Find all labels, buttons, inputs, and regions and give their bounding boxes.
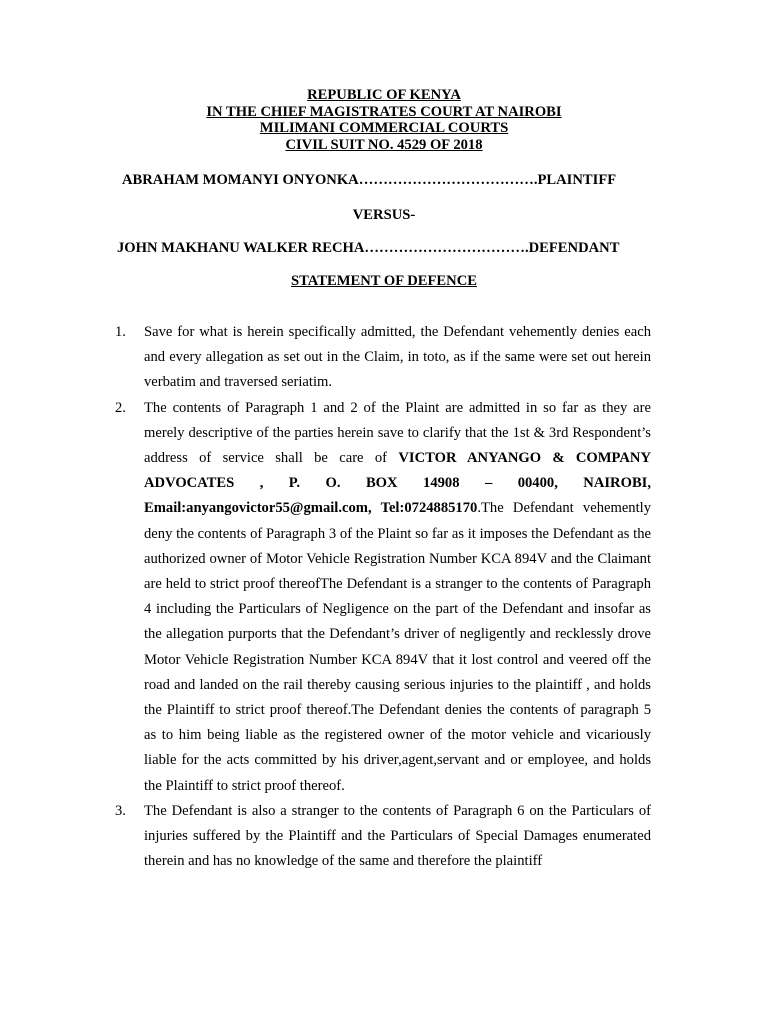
paragraph-text: The contents of Paragraph 1 and 2 of the Plaint are admitted in so far as they are merely descriptive of the parties herein save to clarify that the 1st & 3rd Respondent’s address of service shall be care of	[144, 399, 651, 467]
paragraph-3	[115, 799, 651, 875]
header-suit-number: CIVIL SUIT NO. 4529 OF 2018	[285, 136, 483, 153]
header-country: REPUBLIC OF KENYA	[307, 87, 461, 103]
court-header	[0, 87, 768, 153]
paragraph-number: 2.	[115, 399, 126, 416]
paragraph-text-continued: .The Defendant vehemently deny the contents of Paragraph 3 of the Plaint so far as it imposes the Defendant as the authorized owner of Motor Vehicle Registration Number KCA 894V and the Claimant are held to strict proof thereofThe Defendant is a stranger to the contents of Paragraph 4 including the Particulars of Negligence on the part of the Defendant and insofar as the allegation purports that the Defendant’s driver of negligently and recklessly drove Motor Vehicle Registration Number KCA 894V that it lost control and veered off the road and landed on the rail thereby causing serious injuries to the plaintiff , and holds the Plaintiff to strict proof thereof.The Defendant denies the contents of paragraph 5 as to him being liable as the registered owner of the motor vehicle and vicariously liable for the acts committed by his driver,agent,servant and or employee, and holds the Plaintiff to strict proof thereof.	[144, 500, 651, 794]
paragraph-1	[115, 320, 651, 396]
versus-line: VERSUS-	[352, 207, 416, 223]
advocates-address: VICTOR ANYANGO & COMPANY ADVOCATES , P. O. BOX 14908 – 00400, NAIROBI, Email:anyangovictor55@gmail.com, Tel:0724885170	[144, 450, 651, 517]
header-division: MILIMANI COMMERCIAL COURTS	[259, 120, 509, 136]
paragraph-number: 1.	[115, 324, 126, 340]
defendant-line: JOHN MAKHANU WALKER RECHA…………………………….DEFENDANT	[117, 240, 620, 256]
defence-paragraphs	[115, 320, 651, 874]
paragraph-number: 3.	[115, 802, 126, 819]
paragraph-text: Save for what is herein specifically admitted, the Defendant vehemently denies each and every allegation as set out in the Claim, in toto, as if the same were set out herein verbatim and traversed seriatim.	[144, 324, 651, 391]
document-title: STATEMENT OF DEFENCE	[291, 273, 477, 289]
paragraph-text: The Defendant is also a stranger to the contents of Paragraph 6 on the Particulars of injuries suffered by the Plaintiff and the Particulars of Special Damages enumerated therein and has no knowledge of the same and therefore the plaintiff	[144, 802, 651, 870]
header-court: IN THE CHIEF MAGISTRATES COURT AT NAIROBI	[206, 103, 562, 120]
plaintiff-line: ABRAHAM MOMANYI ONYONKA……………………………….PLAINTIFF	[122, 172, 617, 188]
paragraph-2	[115, 396, 651, 799]
